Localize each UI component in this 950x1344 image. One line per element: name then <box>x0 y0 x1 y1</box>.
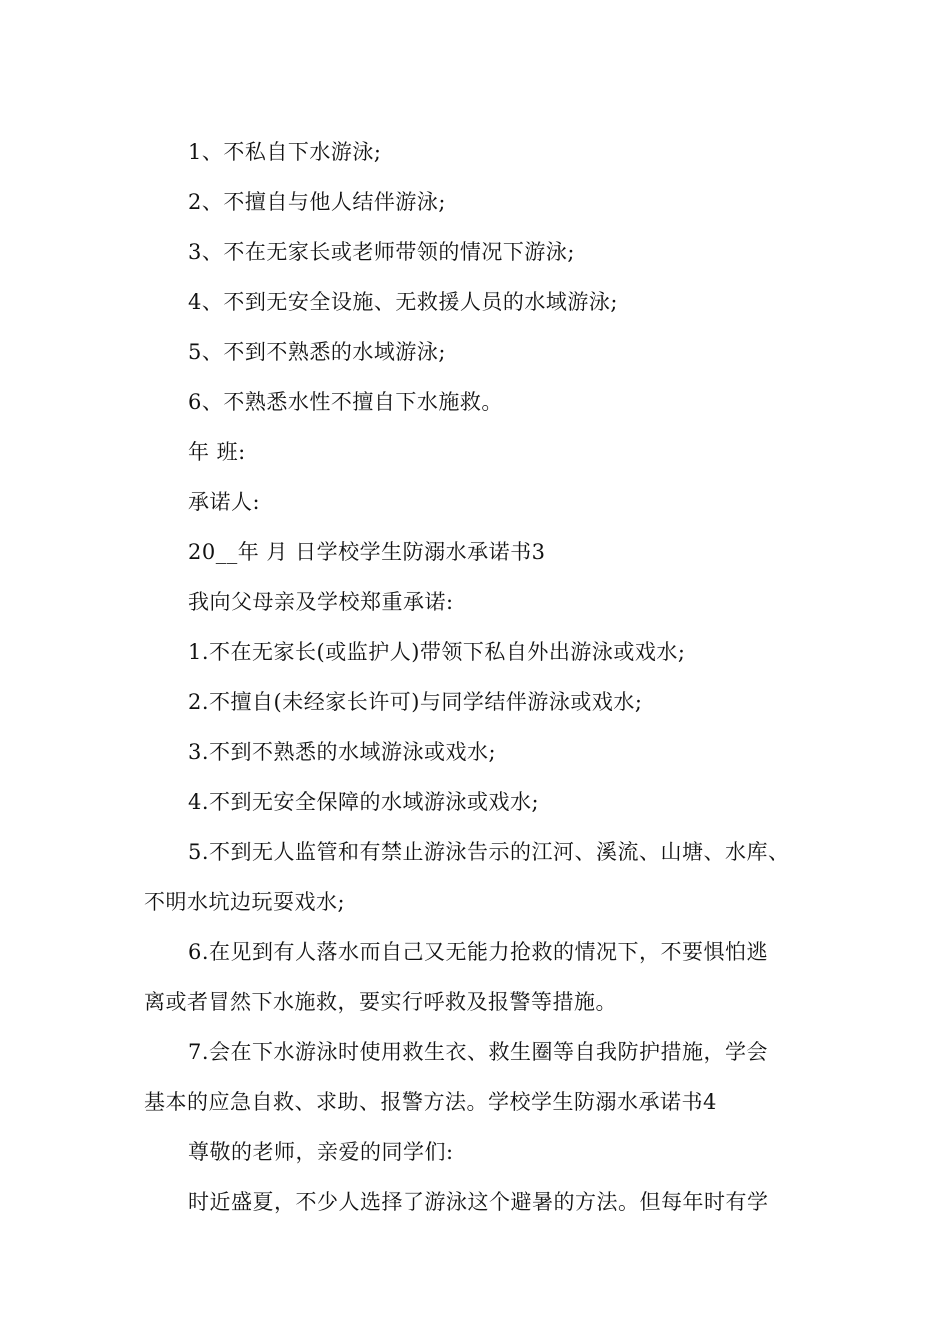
text-line-1: 1、不私自下水游泳; <box>188 140 382 164</box>
text-line-6: 6、不熟悉水性不擅自下水施救。 <box>188 390 503 414</box>
promiser-field: 承诺人: <box>188 490 261 514</box>
pledge-item-7-cont: 基本的应急自救、求助、报警方法。学校学生防溺水承诺书4 <box>144 1090 717 1114</box>
text-line-4: 4、不到无安全设施、无救援人员的水域游泳; <box>188 290 618 314</box>
text-line-2: 2、不擅自与他人结伴游泳; <box>188 190 446 214</box>
pledge-item-5: 5.不到无人监管和有禁止游泳告示的江河、溪流、山塘、水库、 <box>188 840 790 864</box>
body-paragraph-start: 时近盛夏，不少人选择了游泳这个避暑的方法。但每年时有学 <box>188 1190 769 1214</box>
pledge-intro: 我向父母亲及学校郑重承诺: <box>188 590 454 614</box>
pledge-item-4: 4.不到无安全保障的水域游泳或戏水; <box>188 790 540 814</box>
salutation: 尊敬的老师，亲爱的同学们: <box>188 1140 454 1164</box>
pledge-item-7: 7.会在下水游泳时使用救生衣、救生圈等自我防护措施，学会 <box>188 1040 769 1064</box>
date-heading-line: 20__年 月 日学校学生防溺水承诺书3 <box>188 540 546 564</box>
class-field: 年 班: <box>188 440 246 464</box>
pledge-item-6-cont: 离或者冒然下水施救，要实行呼救及报警等措施。 <box>144 990 617 1014</box>
text-line-5: 5、不到不熟悉的水域游泳; <box>188 340 446 364</box>
pledge-item-3: 3.不到不熟悉的水域游泳或戏水; <box>188 740 497 764</box>
pledge-item-2: 2.不擅自(未经家长许可)与同学结伴游泳或戏水; <box>188 690 643 714</box>
pledge-item-5-cont: 不明水坑边玩耍戏水; <box>144 890 346 914</box>
pledge-item-6: 6.在见到有人落水而自己又无能力抢救的情况下，不要惧怕逃 <box>188 940 769 964</box>
text-line-3: 3、不在无家长或老师带领的情况下游泳; <box>188 240 575 264</box>
pledge-item-1: 1.不在无家长(或监护人)带领下私自外出游泳或戏水; <box>188 640 686 664</box>
